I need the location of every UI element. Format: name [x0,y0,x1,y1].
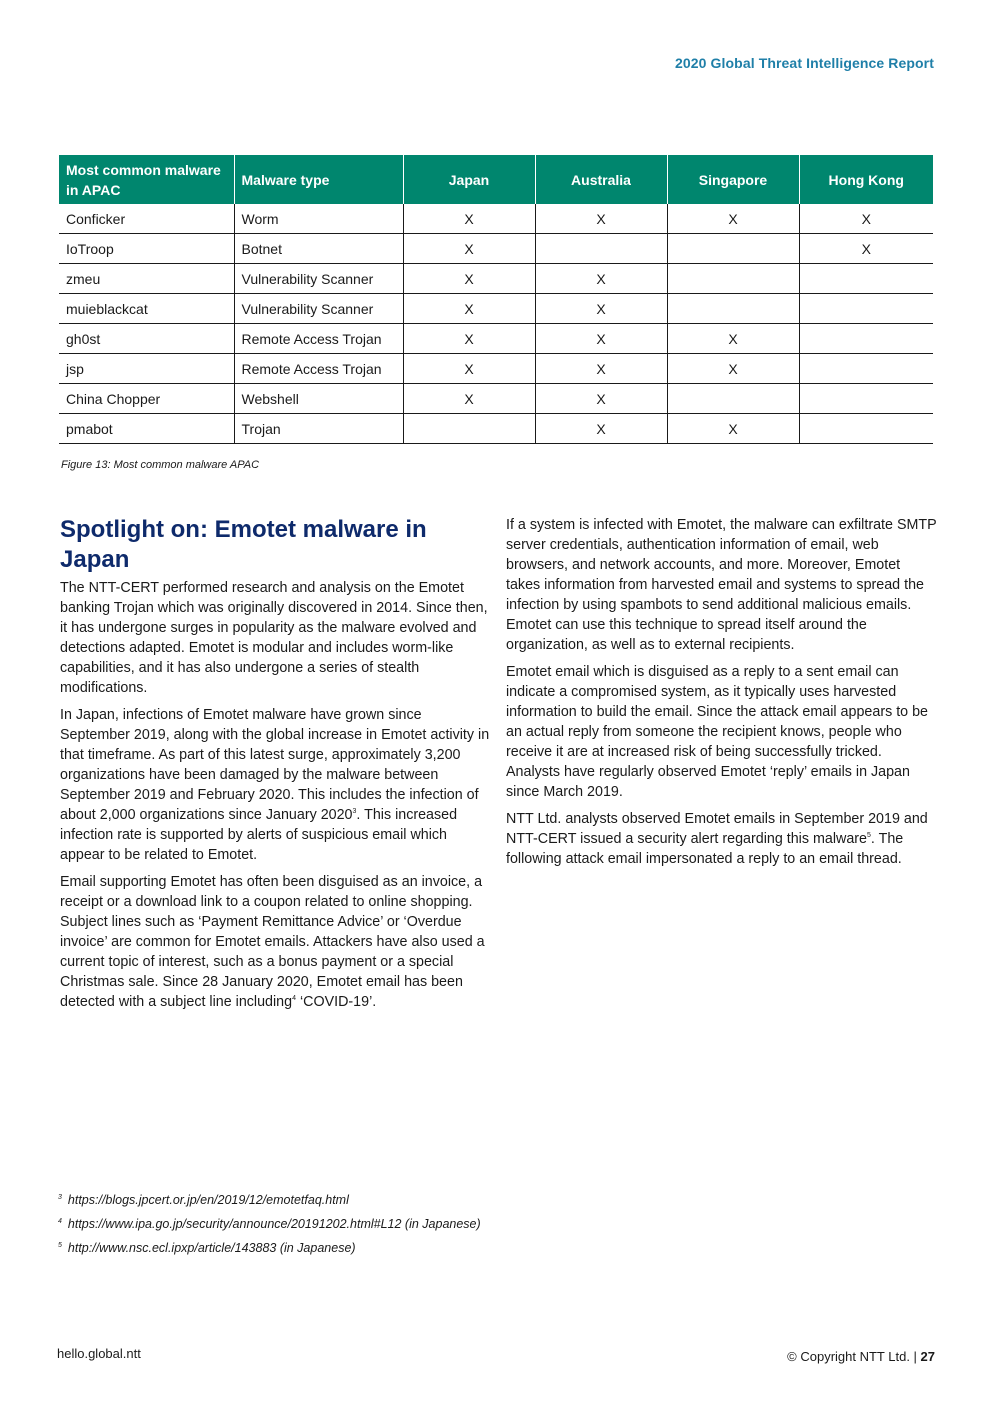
table-body [59,204,933,444]
region-mark-cell: X [403,324,535,354]
region-mark-cell: X [535,294,667,324]
figure-caption: Figure 13: Most common malware APAC [61,459,260,471]
malware-name-cell: IoTroop [59,234,234,264]
footnote-number: 3 [58,1194,62,1201]
article-paragraph [60,578,490,698]
paragraph-text-continued: . This increased infection rate is supported by alerts of suspicious email which appear to be related to Emotet. [60,807,458,863]
footer-website[interactable]: hello.global.ntt [57,1346,141,1361]
malware-name-cell: zmeu [59,264,234,294]
malware-name-cell: China Chopper [59,384,234,414]
malware-type-cell: Remote Access Trojan [234,354,403,384]
footnote-reference[interactable]: 4 [292,995,296,1003]
region-mark-cell [667,294,799,324]
table-row [59,324,933,354]
footer-copyright [787,1349,935,1364]
region-mark-cell: X [535,354,667,384]
region-mark-cell [535,234,667,264]
report-title: 2020 Global Threat Intelligence Report [675,55,934,71]
article-right-column [506,515,938,876]
malware-type-cell: Botnet [234,234,403,264]
paragraph-text: In Japan, infections of Emotet malware have grown since September 2019, along with the global increase in Emotet activity in that timeframe. As part of this latest surge, approximately 3,200 organizations have been damaged by the malware between September 2019 and February 2020. This includes the infection of about 2,000 organizations since January 2020 [60,707,490,823]
table-row [59,384,933,414]
region-mark-cell [799,414,933,444]
footnote-link[interactable]: http://www.nsc.ecl.ipxp/article/143883 (in Japanese) [67,1241,356,1256]
malware-type-cell: Vulnerability Scanner [234,294,403,324]
table-row [59,204,933,234]
footnote-reference[interactable]: 3 [352,808,357,816]
region-mark-cell: X [667,204,799,234]
malware-name-cell: jsp [59,354,234,384]
region-mark-cell [799,354,933,384]
article-paragraph [506,809,938,869]
column-header: Singapore [667,155,799,204]
footnote-link[interactable]: https://blogs.jpcert.or.jp/en/2019/12/emotetfaq.html [67,1193,349,1208]
region-mark-cell: X [403,234,535,264]
paragraph-text-continued: ‘COVID-19’. [295,994,377,1010]
footnotes [58,1188,481,1260]
article-heading-text: Spotlight on: Emotet malware in Japan [60,516,427,573]
article-paragraph [60,872,490,1012]
region-mark-cell: X [799,204,933,234]
region-mark-cell: X [535,264,667,294]
malware-type-cell: Vulnerability Scanner [234,264,403,294]
region-mark-cell [667,384,799,414]
region-mark-cell: X [403,294,535,324]
region-mark-cell: X [799,234,933,264]
malware-name-cell: pmabot [59,414,234,444]
paragraph-text: If a system is infected with Emotet, the malware can exfiltrate SMTP server credentials, authentication information of email, web browsers, and network accounts, and more. Moreover, Emotet takes information from harvested email and systems to spread the infection by using spambots to send additional malicious emails. Emotet can use this technique to spread itself around the organization, as well as to external recipients. [506,517,937,653]
malware-type-cell: Trojan [234,414,403,444]
article-left-column [60,515,490,1019]
malware-type-cell: Remote Access Trojan [234,324,403,354]
paragraph-text: NTT Ltd. analysts observed Emotet emails in September 2019 and NTT-CERT issued a security alert regarding this malware [506,811,928,847]
column-header: Australia [535,155,667,204]
footnote-link[interactable]: https://www.ipa.go.jp/security/announce/20191202.html#L12 (in Japanese) [67,1217,481,1232]
paragraph-text: Email supporting Emotet has often been disguised as an invoice, a receipt or a download link to a coupon related to online shopping. Subject lines such as ‘Payment Remittance Advice’ or ‘Overdue invoice’ are common for Emotet emails. Attackers have also used a current topic of interest, such as a bonus payment or a special Christmas sale. Since 28 January 2020, Emotet email has been detected with a subject line including [60,874,485,1010]
region-mark-cell [799,324,933,354]
malware-type-cell: Webshell [234,384,403,414]
region-mark-cell [667,234,799,264]
malware-name-cell: gh0st [59,324,234,354]
region-mark-cell [403,414,535,444]
copyright-text: © Copyright NTT Ltd. | [787,1349,921,1364]
region-mark-cell: X [403,384,535,414]
region-mark-cell: X [535,414,667,444]
footnote-number: 4 [58,1218,62,1225]
table-row [59,354,933,384]
table-row [59,234,933,264]
paragraph-text-continued: . The following attack email impersonated a reply to an email thread. [506,831,904,867]
table-header-row [59,155,933,204]
paragraph-text: Emotet email which is disguised as a reply to a sent email can indicate a compromised system, as it typically uses harvested information to build the email. Since the attack email appears to be an actual reply from someone the recipient knows, people who receive it are at increased risk of being successfully tricked. Analysts have regularly observed Emotet ‘reply’ emails in Japan since March 2019. [506,664,928,800]
region-mark-cell: X [403,264,535,294]
table-header [59,155,933,204]
region-mark-cell [799,384,933,414]
article-paragraph [506,515,938,655]
column-header: Japan [403,155,535,204]
column-header: Most common malware in APAC [59,155,234,204]
region-mark-cell: X [535,324,667,354]
paragraph-text: The NTT-CERT performed research and analysis on the Emotet banking Trojan which was originally discovered in 2014. Since then, it has undergone surges in popularity as the malware evolved and detections adapted. Emotet is modular and includes worm-like capabilities, and it has also undergone a series of stealth modifications. [60,580,488,696]
region-mark-cell: X [403,204,535,234]
region-mark-cell: X [667,354,799,384]
article-heading [60,515,490,575]
region-mark-cell: X [667,414,799,444]
region-mark-cell: X [535,384,667,414]
region-mark-cell [799,294,933,324]
footnote-number: 5 [58,1242,62,1249]
left-paragraphs [60,578,490,1012]
table-row [59,294,933,324]
footnote [58,1188,481,1212]
region-mark-cell [667,264,799,294]
article-paragraph [60,705,490,865]
region-mark-cell: X [403,354,535,384]
malware-type-cell: Worm [234,204,403,234]
region-mark-cell: X [535,204,667,234]
malware-table [59,155,933,444]
table-row [59,414,933,444]
column-header: Malware type [234,155,403,204]
page-number: 27 [920,1349,935,1364]
article-paragraph [506,662,938,802]
footnote [58,1236,481,1260]
malware-name-cell: muieblackcat [59,294,234,324]
table-row [59,264,933,294]
footnote-reference[interactable]: 5 [867,832,871,840]
region-mark-cell [799,264,933,294]
region-mark-cell: X [667,324,799,354]
right-paragraphs [506,515,938,869]
column-header: Hong Kong [799,155,933,204]
malware-name-cell: Conficker [59,204,234,234]
footnote [58,1212,481,1236]
